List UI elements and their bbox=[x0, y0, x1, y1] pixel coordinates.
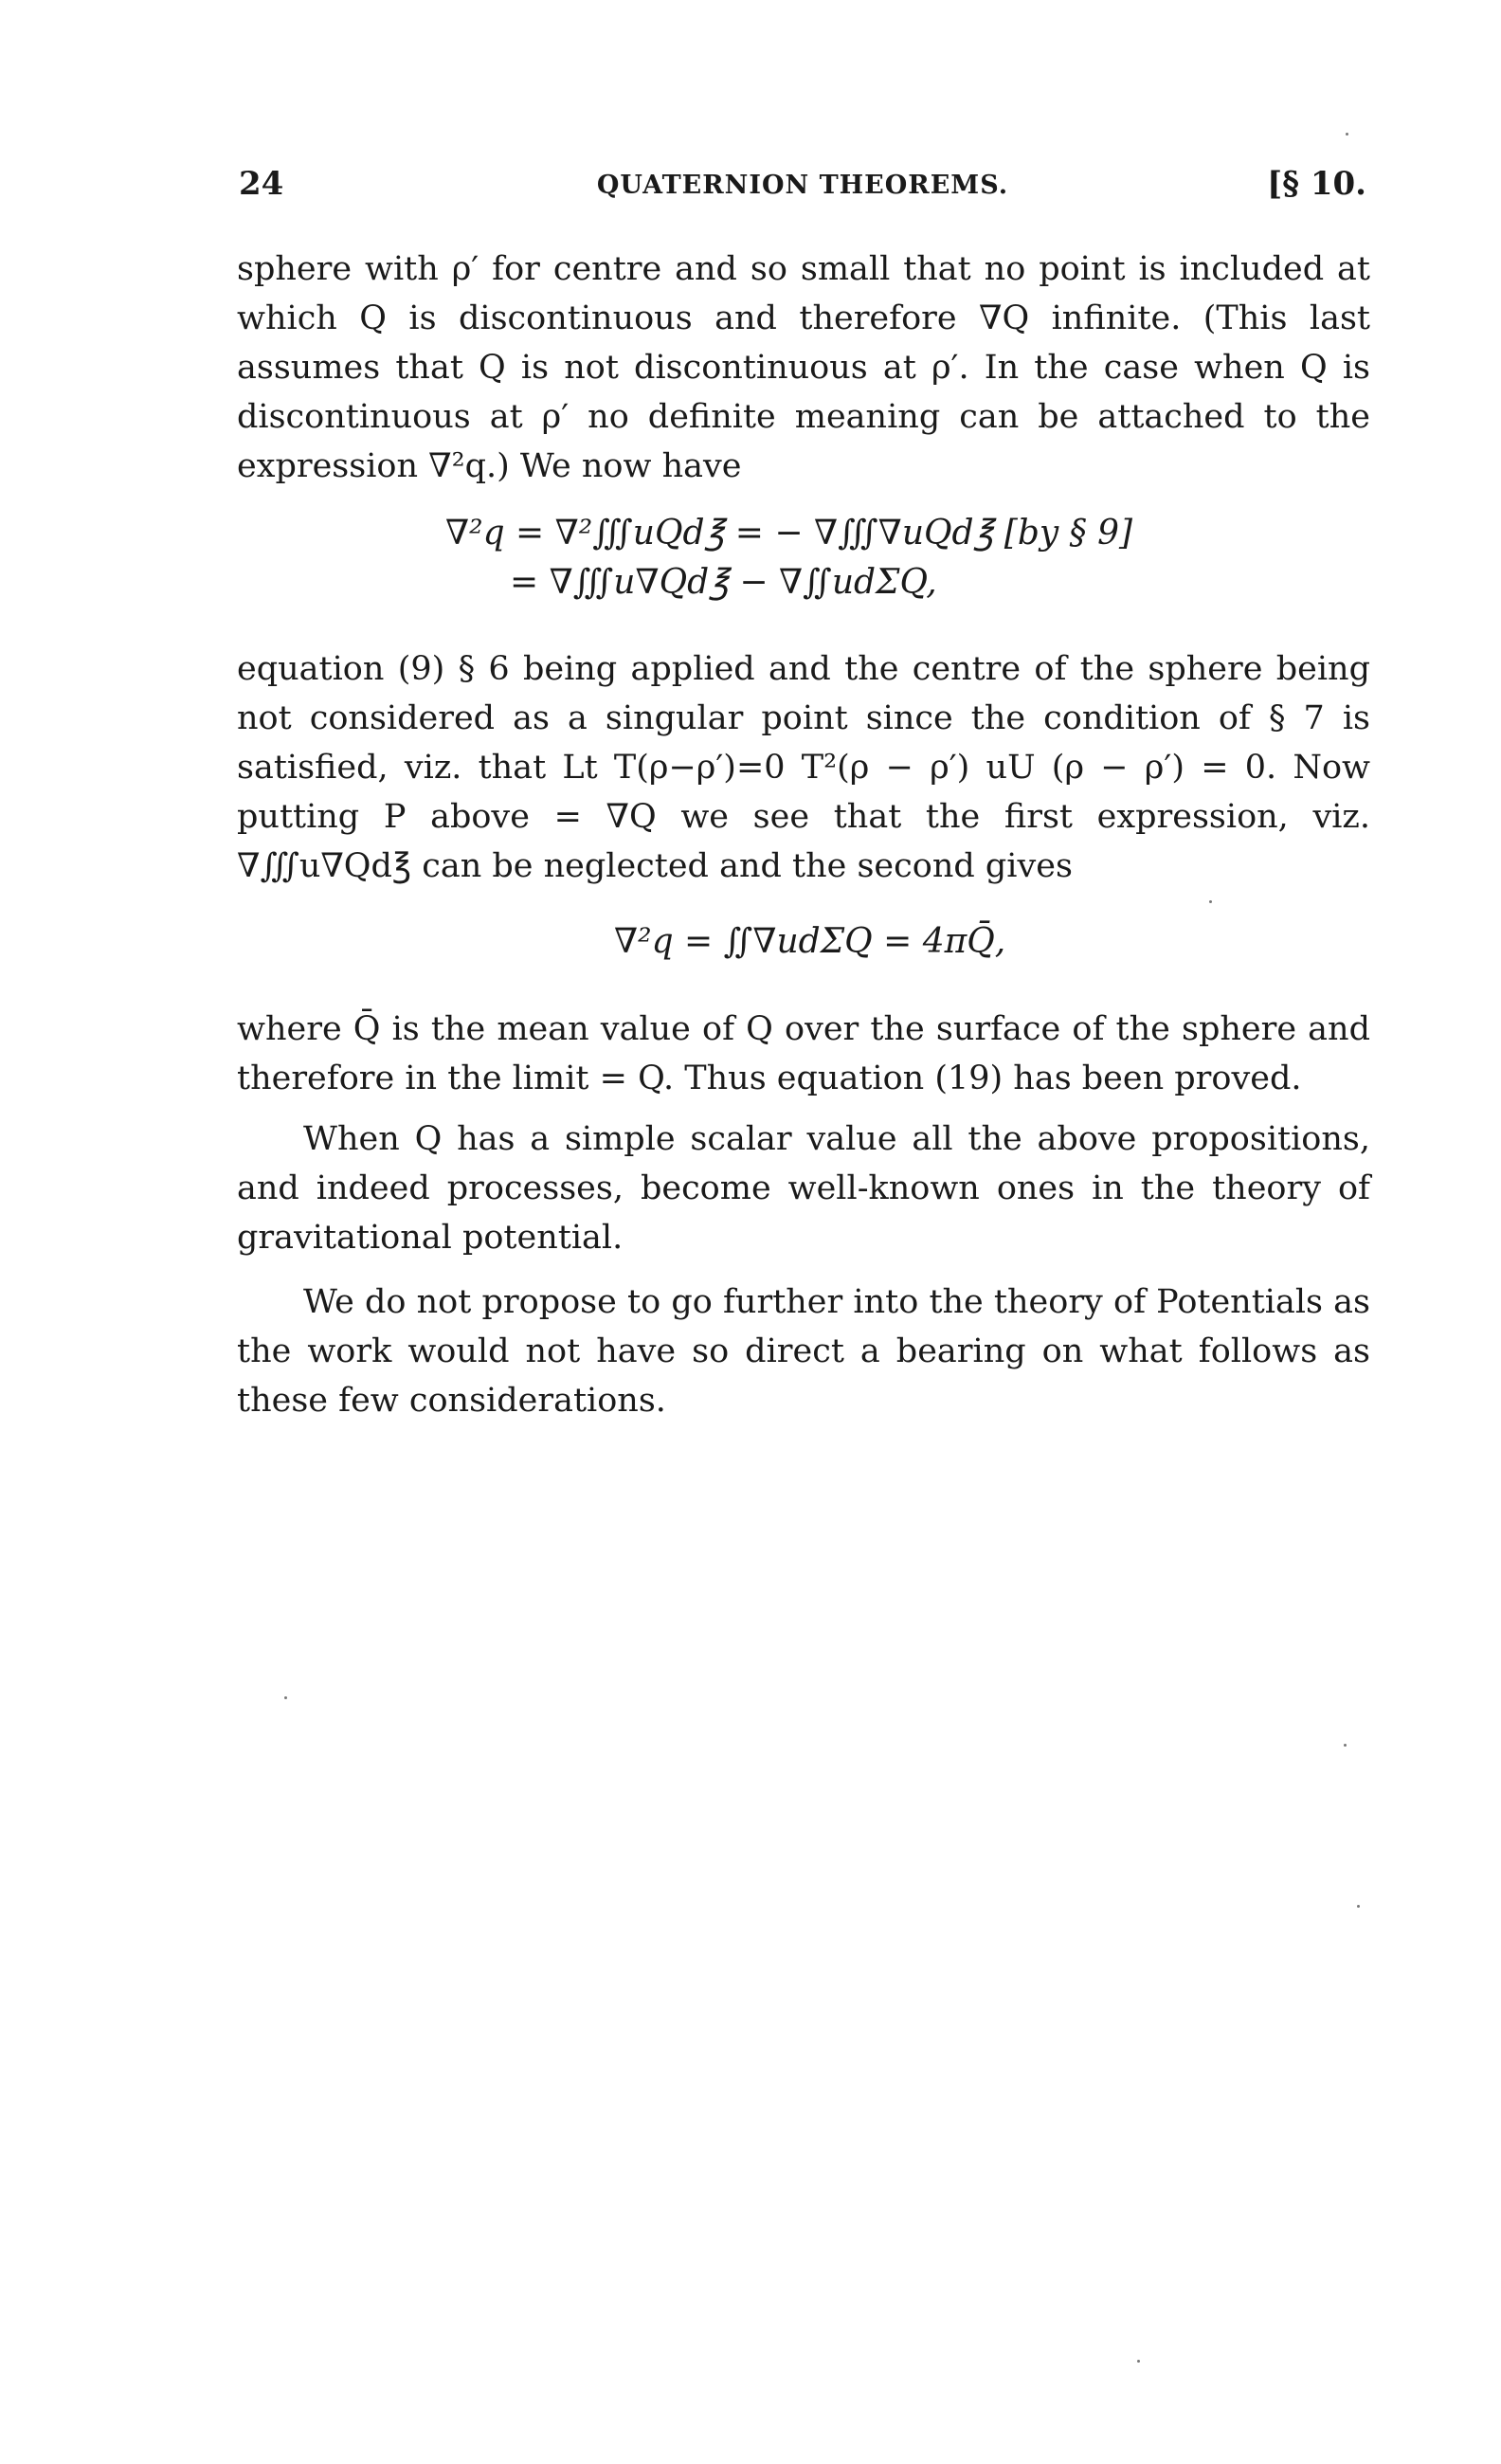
paragraph-1: sphere with ρ′ for centre and so small that no point is included at which Q is discontinuous and therefore ∇Q infinite. (This last assumes that Q is not discontinuous at ρ′. In the case when Q is discontinuous at ρ′ no definite meaning can be attached to the expression ∇²q.) We now have bbox=[237, 250, 1370, 485]
running-head: QUATERNION THEOREMS. bbox=[596, 171, 1009, 200]
equation-2: = ∇∭u∇Qd℥ − ∇∬udΣQ, bbox=[510, 563, 937, 602]
section-marker: [§ 10. bbox=[1267, 165, 1366, 203]
paper-speck bbox=[1357, 1905, 1360, 1908]
paper-speck bbox=[1344, 1744, 1347, 1747]
paper-speck bbox=[1209, 900, 1212, 903]
page-header bbox=[239, 161, 1366, 218]
paragraph-5: We do not propose to go further into the theory of Potentials as the work would not have so direct a bearing on what follows as these few considerations. bbox=[237, 1283, 1370, 1420]
paragraph-3: where Q̄ is the mean value of Q over the surface of the sphere and therefore in the limit = Q. Thus equation (19) has been proved. bbox=[237, 1010, 1370, 1097]
paper-speck bbox=[284, 1696, 287, 1699]
paragraph-2: equation (9) § 6 being applied and the centre of the sphere being not considered as a singular point since the condition of § 7 is satisfied, viz. that Lt T(ρ−ρ′)=0 T²(ρ − ρ′) uU (ρ − ρ′) = 0. Now putting P above = ∇Q we see that the first expression, viz. ∇∭u∇Qd℥ can be neglected and the second gives bbox=[237, 650, 1370, 885]
page-number: 24 bbox=[239, 165, 284, 203]
paragraph-4: When Q has a simple scalar value all the above propositions, and indeed processes, become well-known ones in the theory of gravitational potential. bbox=[237, 1120, 1370, 1257]
equation-1: ∇²q = ∇²∭uQd℥ = − ∇∭∇uQd℥ [by § 9] bbox=[445, 514, 1133, 553]
paper-speck bbox=[1346, 133, 1348, 136]
equation-3: ∇²q = ∬∇udΣQ = 4πQ̄, bbox=[614, 922, 1006, 961]
paper-speck bbox=[1137, 2360, 1140, 2363]
